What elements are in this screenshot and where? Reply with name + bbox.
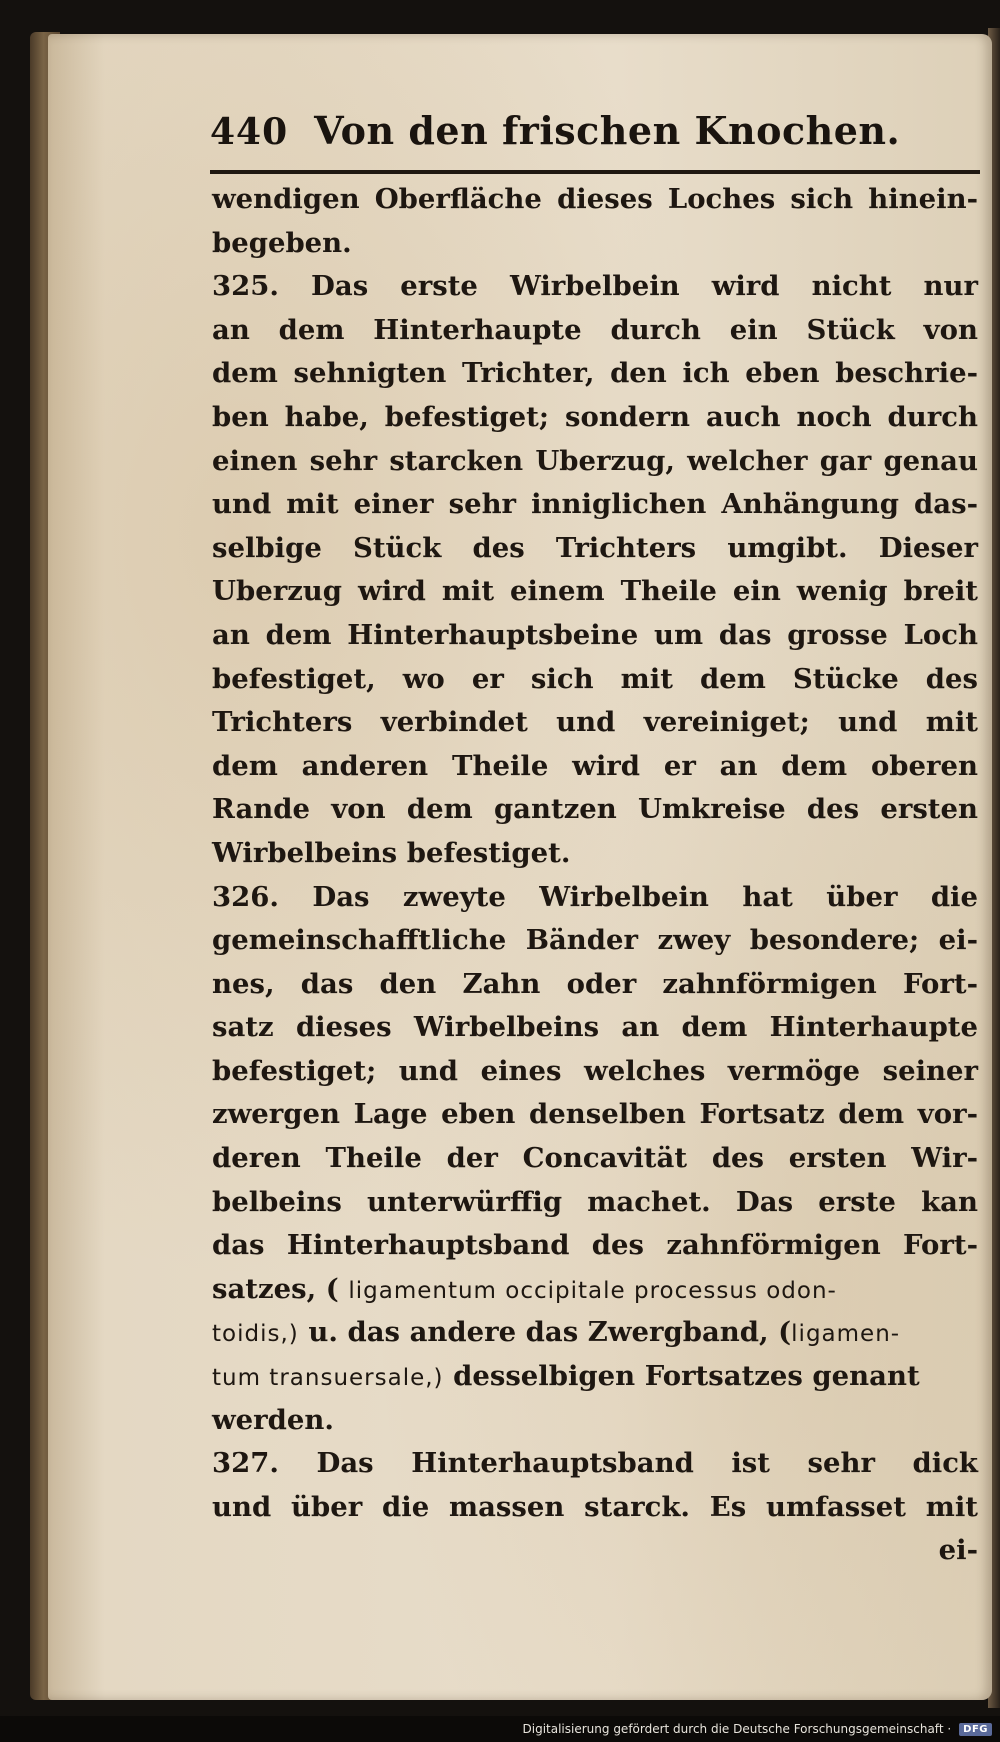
page-header (210, 108, 980, 164)
latin-term: tum transuersale,) (212, 1365, 444, 1392)
text-line: gemeinschafftliche Bänder zwey besondere; ei- (212, 924, 978, 957)
text-line: Rande von dem gantzen Umkreise des ersten (212, 793, 978, 826)
text-line: Wirbelbeins befestiget. (212, 836, 571, 869)
text-line: dem sehnigten Trichter, den ich eben beschrie- (212, 357, 978, 390)
text-line: Uberzug wird mit einem Theile ein wenig breit (212, 575, 978, 608)
text-line (212, 1268, 978, 1312)
text-line: dem anderen Theile wird er an dem oberen (212, 749, 978, 782)
text-line: befestiget, wo er sich mit dem Stücke des (212, 662, 978, 695)
text-line: einen sehr starcken Uberzug, welcher gar genau (212, 444, 978, 477)
text-line: und mit einer sehr inniglichen Anhängung das- (212, 488, 978, 521)
text-line: und über die massen starck. Es umfasset mit (212, 1490, 978, 1523)
footer-bar (0, 1716, 1000, 1742)
text-line: wendigen Oberfläche dieses Loches sich hinein- (212, 183, 978, 215)
text-line: belbeins unterwürffig machet. Das erste kan (212, 1185, 978, 1218)
text-line (212, 1311, 978, 1355)
text-line: satz dieses Wirbelbeins an dem Hinterhaupte (212, 1011, 978, 1044)
text-line: begeben. (212, 226, 352, 259)
text-line: an dem Hinterhauptsbeine um das grosse Loch (212, 618, 978, 651)
text-fragment: satzes, ( (212, 1272, 339, 1305)
latin-term: ligamen- (791, 1321, 901, 1348)
text-line: zwergen Lage eben denselben Fortsatz dem vor- (212, 1098, 978, 1131)
footer-credit: Digitalisierung gefördert durch die Deutsche Forschungsgemeinschaft · (522, 1722, 952, 1736)
dfg-logo: DFG (959, 1723, 992, 1736)
text-line: selbige Stück des Trichters umgibt. Dieser (212, 531, 978, 564)
text-fragment: u. das andere das Zwergband, ( (308, 1316, 792, 1349)
text-line (212, 1355, 978, 1399)
text-line: nes, das den Zahn oder zahnförmigen Fort- (212, 967, 978, 1000)
body-text (212, 178, 978, 1567)
text-line: werden. (212, 1403, 334, 1436)
text-line: an dem Hinterhaupte durch ein Stück von (212, 313, 978, 346)
text-line: 325. Das erste Wirbelbein wird nicht nur (212, 270, 978, 303)
text-line: ben habe, befestiget; sondern auch noch durch (212, 400, 978, 433)
text-line: das Hinterhauptsband des zahnförmigen Fort- (212, 1229, 978, 1262)
text-line: 326. Das zweyte Wirbelbein hat über die (212, 880, 978, 913)
text-line: deren Theile der Concavität des ersten Wir- (212, 1142, 978, 1175)
text-line: 327. Das Hinterhauptsband ist sehr dick (212, 1447, 978, 1480)
page-number: 440 (210, 111, 289, 153)
text-fragment: desselbigen Fortsatzes genant (453, 1360, 920, 1393)
latin-term: ligamentum occipitale processus odon- (348, 1277, 837, 1304)
text-line: Trichters verbindet und vereiniget; und mit (212, 706, 978, 739)
catchword: ei- (938, 1534, 978, 1567)
running-title: Von den frischen Knochen. (314, 108, 901, 153)
text-line: befestiget; und eines welches vermöge seiner (212, 1054, 978, 1087)
latin-term: toidis,) (212, 1321, 299, 1348)
header-rule (210, 170, 980, 174)
